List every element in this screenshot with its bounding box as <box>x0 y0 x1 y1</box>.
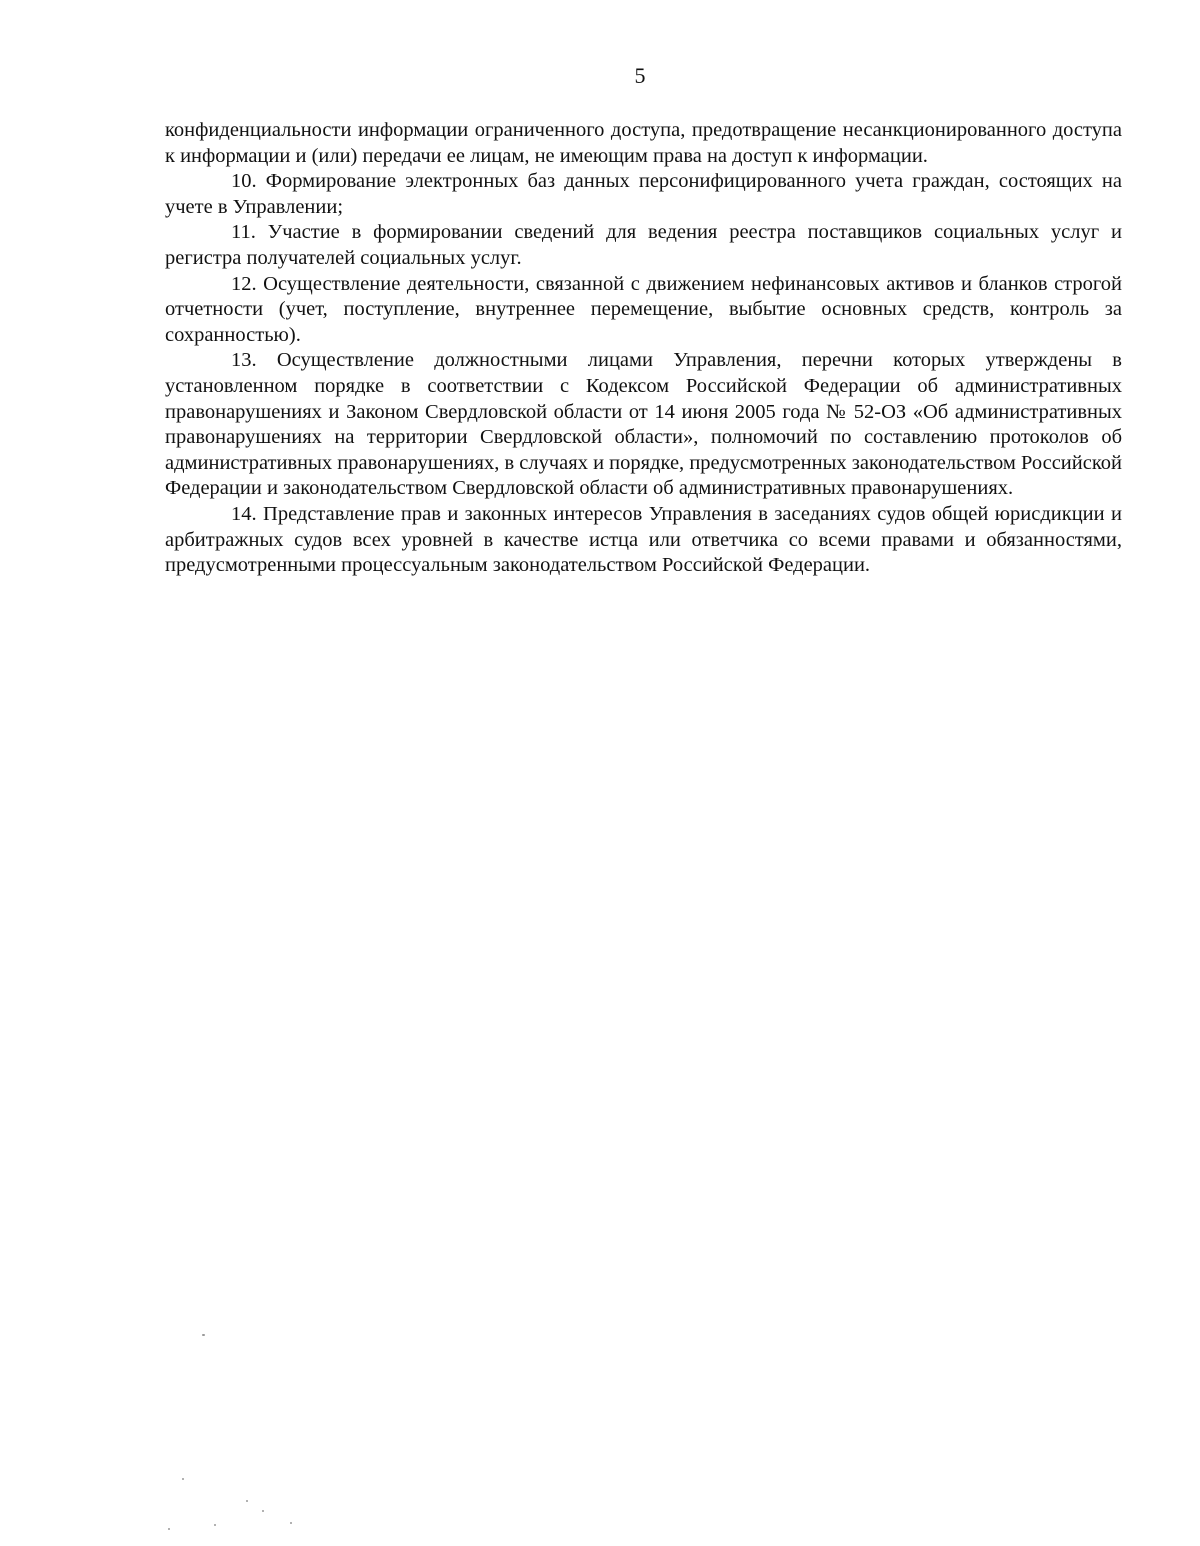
scan-speck <box>202 1334 205 1336</box>
page-number: 5 <box>634 63 646 88</box>
paragraph-item-14: 14. Представление прав и законных интересов Управления в заседаниях судов общей юрисдикции и арбитражных судов всех уровней в качестве истца или ответчика со всеми правами и обязанностями, предусмотренными процессуальным законодательством Российской Федерации. <box>165 502 1122 577</box>
scan-speck <box>182 1478 184 1480</box>
paragraph-continuation: конфиденциальности информации ограниченного доступа, предотвращение несанкционированного доступа к информации и (или) передачи ее лицам, не имеющим права на доступ к информации. <box>165 119 1122 167</box>
document-body <box>165 118 1122 579</box>
paragraph-item-13: 13. Осуществление должностными лицами Управления, перечни которых утверждены в установленном порядке в соответствии с Кодексом Российской Федерации об административных правонарушениях и Законом Свердловской области от 14 июня 2005 года № 52-ОЗ «Об административных правонарушениях на территории Свердловской области», полномочий по составлению протоколов об административных правонарушениях, в случаях и порядке, предусмотренных законодательством Российской Федерации и законодательством Свердловской области об административных правонарушениях. <box>165 349 1122 500</box>
scan-speck <box>290 1522 292 1524</box>
paragraph-item-12: 12. Осуществление деятельности, связанной с движением нефинансовых активов и бланков строгой отчетности (учет, поступление, внутреннее перемещение, выбытие основных средств, контроль за сохранностью). <box>165 272 1122 346</box>
paragraph-item-10: 10. Формирование электронных баз данных персонифицированного учета граждан, состоящих на учете в Управлении; <box>165 170 1122 218</box>
scan-speck <box>168 1528 170 1530</box>
scan-speck <box>214 1524 216 1526</box>
paragraph-item-11: 11. Участие в формировании сведений для ведения реестра поставщиков социальных услуг и регистра получателей социальных услуг. <box>165 221 1122 269</box>
scan-speck <box>262 1510 264 1512</box>
scan-speck <box>246 1500 248 1502</box>
